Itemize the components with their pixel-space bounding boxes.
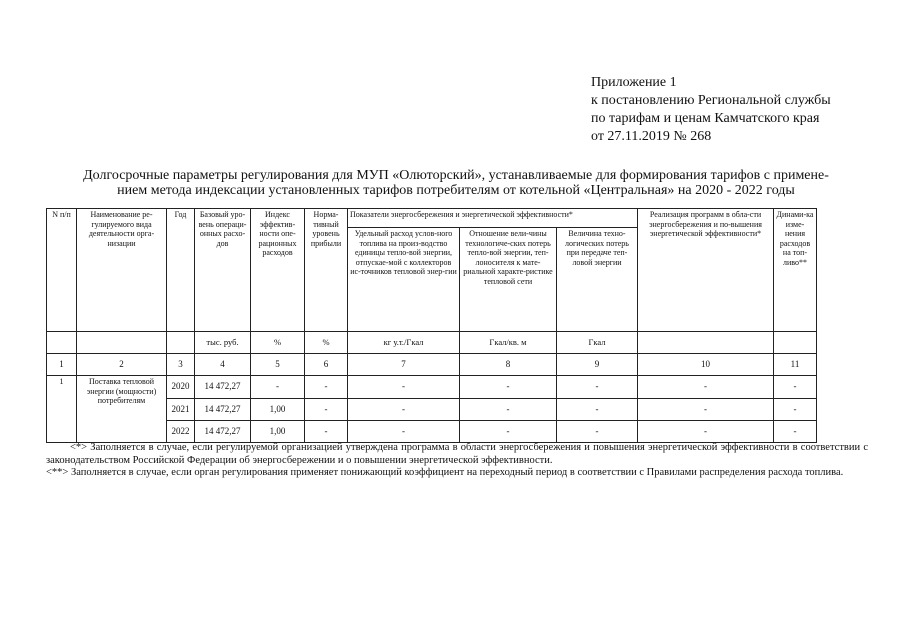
row-fuel-rate: - [348, 421, 460, 443]
unit-tech-losses: Гкал [557, 332, 638, 354]
row-year: 2021 [167, 399, 195, 421]
row-tech-losses: - [557, 399, 638, 421]
column-number: 3 [167, 354, 195, 376]
column-number: 4 [195, 354, 251, 376]
header-base-opex: Базовый уро-вень операци-онных расхо-дов [195, 209, 251, 332]
unit-loss-ratio: Гкал/кв. м [460, 332, 557, 354]
header-activity: Наименование ре-гулируемого вида деятельности орга-низации [77, 209, 167, 332]
column-number: 9 [557, 354, 638, 376]
row-base-opex: 14 472,27 [195, 421, 251, 443]
row-energy-programs: - [638, 421, 774, 443]
column-number: 7 [348, 354, 460, 376]
row-year: 2020 [167, 376, 195, 399]
row-energy-programs: - [638, 376, 774, 399]
row-profit-level: - [305, 399, 348, 421]
row-number: 1 [47, 376, 77, 443]
header-fuel-rate: Удельный расход услов-ного топлива на произ-водство единицы тепло-вой энергии, отпускае-мой с коллекторов ис-точников тепловой энер-гии [348, 228, 460, 332]
row-efficiency-index: 1,00 [251, 421, 305, 443]
appendix-line-4: от 27.11.2019 № 268 [591, 129, 712, 144]
row-base-opex: 14 472,27 [195, 399, 251, 421]
row-profit-level: - [305, 376, 348, 399]
column-number: 8 [460, 354, 557, 376]
row-fuel-rate: - [348, 376, 460, 399]
footnote-1: <*> Заполняется в случае, если регулируемой организацией утверждена программа в области энергосбережения и повышения энергетической эффективности в соответствии с законодательством Российской Федерации об энергосбережении и о повышении энергетической эффективности. [46, 442, 868, 466]
row-energy-programs: - [638, 399, 774, 421]
footnote-2: <**> Заполняется в случае, если орган регулирования применяет понижающий коэффициент на переходный период в соответствии с Правилами распределения расхода топлива. [46, 467, 844, 478]
row-fuel-dynamics: - [774, 421, 817, 443]
row-year: 2022 [167, 421, 195, 443]
header-n: N п/п [47, 209, 77, 332]
header-energy-programs: Реализация программ в обла-сти энергосбережения и по-вышения энергетической эффективности* [638, 209, 774, 332]
footnotes [46, 442, 868, 480]
unit-profit-level: % [305, 332, 348, 354]
header-year: Год [167, 209, 195, 332]
header-energy-group: Показатели энергосбережения и энергетической эффективности* [348, 209, 638, 228]
activity-name: Поставка тепловой энергии (мощности) потребителям [77, 376, 167, 443]
table-row [47, 376, 817, 399]
column-number: 11 [774, 354, 817, 376]
row-loss-ratio: - [460, 399, 557, 421]
column-number-row [47, 354, 817, 376]
header-profit-level: Норма-тивный уровень прибыли [305, 209, 348, 332]
column-number: 10 [638, 354, 774, 376]
appendix-line-1: Приложение 1 [591, 75, 677, 90]
unit-efficiency-index: % [251, 332, 305, 354]
column-number: 6 [305, 354, 348, 376]
row-efficiency-index: 1,00 [251, 399, 305, 421]
header-fuel-dynamics: Динами-ка изме-нения расходов на топ-ливо** [774, 209, 817, 332]
row-base-opex: 14 472,27 [195, 376, 251, 399]
parameters-table [46, 208, 817, 443]
appendix-line-3: по тарифам и ценам Камчатского края [591, 111, 820, 126]
row-efficiency-index: - [251, 376, 305, 399]
row-tech-losses: - [557, 376, 638, 399]
title-line-1: Долгосрочные параметры регулирования для МУП «Олюторский», устанавливаемые для формирования тарифов с примене- [83, 168, 829, 183]
column-number: 2 [77, 354, 167, 376]
title-line-2: нием метода индексации установленных тарифов потребителям от котельной «Центральная» на 2020 - 2022 годы [117, 183, 795, 198]
column-number: 1 [47, 354, 77, 376]
document-title [46, 168, 866, 198]
row-tech-losses: - [557, 421, 638, 443]
row-loss-ratio: - [460, 376, 557, 399]
unit-base-opex: тыс. руб. [195, 332, 251, 354]
row-profit-level: - [305, 421, 348, 443]
row-loss-ratio: - [460, 421, 557, 443]
header-loss-ratio: Отношение вели-чины технологиче-ских потерь тепло-вой энергии, теп-лоносителя к мате-риальной характе-ристике тепловой сети [460, 228, 557, 332]
appendix-block [591, 74, 831, 146]
row-fuel-dynamics: - [774, 376, 817, 399]
unit-fuel-rate: кг у.т./Гкал [348, 332, 460, 354]
header-tech-losses: Величина техно-логических потерь при передаче теп-ловой энергии [557, 228, 638, 332]
appendix-line-2: к постановлению Региональной службы [591, 93, 831, 108]
column-number: 5 [251, 354, 305, 376]
row-fuel-dynamics: - [774, 399, 817, 421]
header-efficiency-index: Индекс эффектив-ности опе-рационных расходов [251, 209, 305, 332]
row-fuel-rate: - [348, 399, 460, 421]
